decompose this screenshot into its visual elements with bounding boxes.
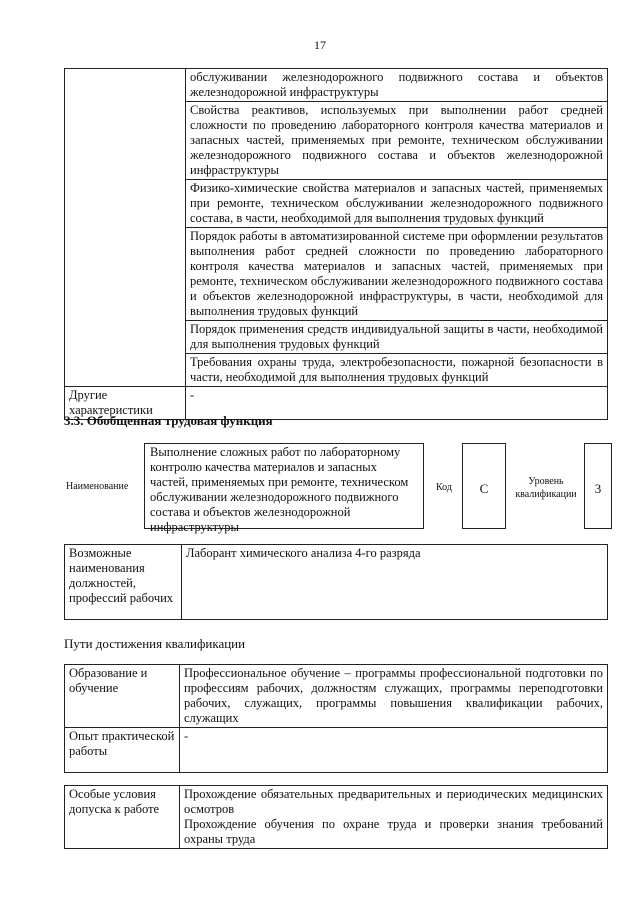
- knowledge-item: Физико-химические свойства материалов и запасных частей, применяемых при ремонте, техническом обслуживании железнодорожного подвижного состава, в части, необходимой для выполнения трудовых функций: [186, 180, 608, 228]
- other-characteristics-value: -: [186, 387, 608, 420]
- knowledge-item: Требования охраны труда, электробезопасности, пожарной безопасности в части, необходимой для выполнения трудовых функций: [186, 354, 608, 387]
- knowledge-item: обслуживании железнодорожного подвижного состава и объектов железнодорожной инфраструктуры: [186, 69, 608, 102]
- conditions-value: [180, 786, 608, 849]
- code-label: Код: [436, 482, 452, 493]
- section-title: 3.3. Обобщенная трудовая функция: [64, 413, 273, 428]
- knowledge-table: [64, 68, 608, 420]
- education-label: Образование и обучение: [65, 665, 180, 728]
- level-label: Уровень квалификации: [515, 476, 577, 500]
- code-box: С: [462, 443, 506, 529]
- name-label: Наименование: [66, 481, 129, 492]
- page-number: 17: [314, 38, 326, 52]
- knowledge-item: Порядок применения средств индивидуальной защиты в части, необходимой для выполнения трудовых функций: [186, 321, 608, 354]
- paths-title: Пути достижения квалификации: [64, 636, 246, 651]
- education-value: Профессиональное обучение – программы профессиональной подготовки по профессиям рабочих, должностям служащих, программы переподготовки рабочих, служащих, программы повышения квалификации рабочих, служащих: [180, 665, 608, 728]
- conditions-line-1: Прохождение обязательных предварительных и периодических медицинских осмотров: [184, 787, 603, 816]
- conditions-table: [64, 785, 608, 849]
- level-box: 3: [584, 443, 612, 529]
- knowledge-item: Свойства реактивов, используемых при выполнении работ средней сложности по проведению лабораторного контроля качества материалов и запасных частей, применяемых при ремонте, техническом обслуживании железнодорожного подвижного состава и объектов железнодорожной инфраструктуры: [186, 102, 608, 180]
- experience-value: -: [180, 728, 608, 773]
- positions-value: Лаборант химического анализа 4-го разряда: [182, 545, 608, 620]
- conditions-label: Особые условия допуска к работе: [65, 786, 180, 849]
- experience-label: Опыт практической работы: [65, 728, 180, 773]
- paths-table: [64, 664, 608, 773]
- conditions-line-2: Прохождение обучения по охране труда и проверки знания требований охраны труда: [184, 817, 603, 846]
- function-name-box: Выполнение сложных работ по лабораторному контролю качества материалов и запасных частей, применяемых при ремонте, техническом обслуживании железнодорожного подвижного состава и объектов железнодорожной инфраструктуры: [144, 443, 424, 529]
- positions-label: Возможные наименования должностей, профессий рабочих: [65, 545, 182, 620]
- knowledge-left-cell: [65, 69, 186, 387]
- knowledge-item: Порядок работы в автоматизированной системе при оформлении результатов выполнения работ средней сложности по проведению лабораторного контроля качества материалов и запасных частей, применяемых при ремонте, техническом обслуживании железнодорожного подвижного состава и объектов железнодорожной инфраструктуры, в части, необходимой для выполнения трудовых функций: [186, 228, 608, 321]
- positions-table: [64, 544, 608, 620]
- other-characteristics-label: Другие характеристики: [65, 387, 186, 420]
